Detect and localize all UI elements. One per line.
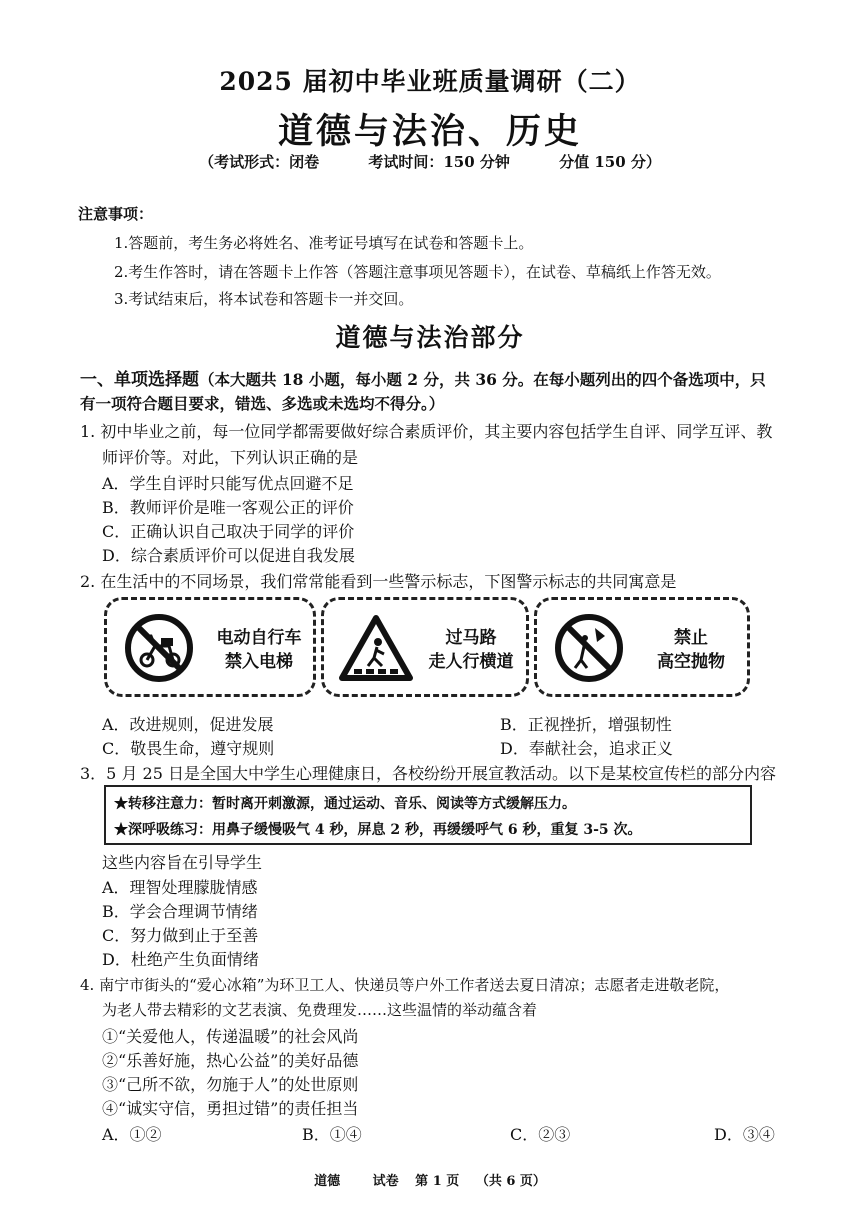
question-stem: 2. 在生活中的不同场景，我们常常能看到一些警示标志，下图警示标志的共同寓意是 [80,572,677,591]
exam-form: （考试形式：闭卷 [199,153,320,171]
bulletin-line: ★深呼吸练习：用鼻子缓慢吸气 4 秒，屏息 2 秒，再缓缓呼气 6 秒，重复 3-5 次。 [114,822,642,838]
question-stem: 1. 初中毕业之前，每一位同学都需要做好综合素质评价，其主要内容包括学生自评、同学互评、教 [80,422,773,441]
part-heading [80,365,766,390]
notice-item: 1.答题前，考生务必将姓名、准考证号填写在试卷和答题卡上。 [114,234,534,252]
warning-sign-no-throwing [534,597,750,697]
footer-paper: 试卷 [372,1174,399,1189]
warning-sign-crosswalk [321,597,529,697]
option: D．综合素质评价可以促进自我发展 [102,546,355,565]
exam-info [0,151,860,172]
option: A．学生自评时只能写优点回避不足 [102,474,354,493]
statement: ②“乐善好施，热心公益”的美好品德 [102,1051,359,1070]
question-stem: 4. 南宁市街头的“爱心冰箱”为环卫工人、快递员等户外工作者送去夏日清凉；志愿者走进敬老院， [80,976,730,994]
sign-caption: 走人行横道 [428,652,514,672]
notice-item: 3.考试结束后，将本试卷和答题卡一并交回。 [114,290,414,308]
question-stem: 师评价等。对此，下列认识正确的是 [102,448,359,467]
option: C．正确认识自己取决于同学的评价 [102,522,355,541]
no-throwing-icon [551,612,627,684]
option: C．②③ [510,1125,571,1144]
question-lead: 这些内容旨在引导学生 [102,853,263,872]
sign-caption: 禁入电梯 [225,652,293,672]
option: B．教师评价是唯一客观公正的评价 [102,498,354,517]
sign-caption: 电动自行车 [216,628,302,648]
crosswalk-icon [338,612,414,684]
question-stem: 为老人带去精彩的文艺表演、免费理发……这些温情的举动蕴含着 [102,1001,538,1019]
page-footer [0,1170,860,1189]
sign-caption: 禁止 [674,628,708,648]
exam-time: 考试时间：150 分钟 [368,153,510,171]
option: A．①② [102,1125,162,1144]
option: B．正视挫折，增强韧性 [500,715,672,734]
option: B．学会合理调节情绪 [102,902,258,921]
option: A．理智处理朦胧情感 [102,878,258,897]
part-heading-desc: （本大题共 18 小题，每小题 2 分，共 36 分。在每小题列出的四个备选项中，只 [199,370,766,389]
bulletin-line: ★转移注意力：暂时离开刺激源，通过运动、音乐、阅读等方式缓解压力。 [114,796,576,812]
part-heading-label: 一、单项选择题 [80,370,199,390]
option: D．奉献社会，追求正义 [500,739,673,758]
option: C．努力做到止于至善 [102,926,259,945]
statement: ①“关爱他人，传递温暖”的社会风尚 [102,1027,359,1046]
bulletin-box [104,785,752,845]
option: C．敬畏生命，遵守规则 [102,739,275,758]
footer-page: 第 1 页 [415,1174,460,1189]
exam-score: 分值 150 分） [559,153,661,171]
notice-item: 2.考生作答时，请在答题卡上作答（答题注意事项见答题卡），在试卷、草稿纸上作答无效。 [114,263,721,281]
footer-subject: 道德 [314,1174,341,1189]
question-stem: 3．5 月 25 日是全国大中学生心理健康日，各校纷纷开展宣教活动。以下是某校宣传栏的部分内容 [80,764,776,783]
sign-caption: 过马路 [445,628,497,648]
subject-title: 道德与法治、历史 [277,111,582,152]
option: A．改进规则，促进发展 [102,715,274,734]
option: D．③④ [714,1125,775,1144]
notice-title: 注意事项： [78,205,154,223]
option: D．杜绝产生负面情绪 [102,950,259,969]
exam-title: 2025 届初中毕业班质量调研（二） [219,67,641,96]
part-heading-desc-2: 有一项符合题目要求，错选、多选或未选均不得分。） [80,394,445,413]
statement: ③“己所不欲，勿施于人”的处世原则 [102,1075,359,1094]
footer-total: （共 6 页） [475,1174,546,1189]
section-title: 道德与法治部分 [335,323,525,352]
option: B．①④ [302,1125,362,1144]
warning-sign-ebike [104,597,316,697]
statement: ④“诚实守信，勇担过错”的责任担当 [102,1099,359,1118]
no-ebike-icon [121,612,197,684]
sign-caption: 高空抛物 [657,652,725,672]
